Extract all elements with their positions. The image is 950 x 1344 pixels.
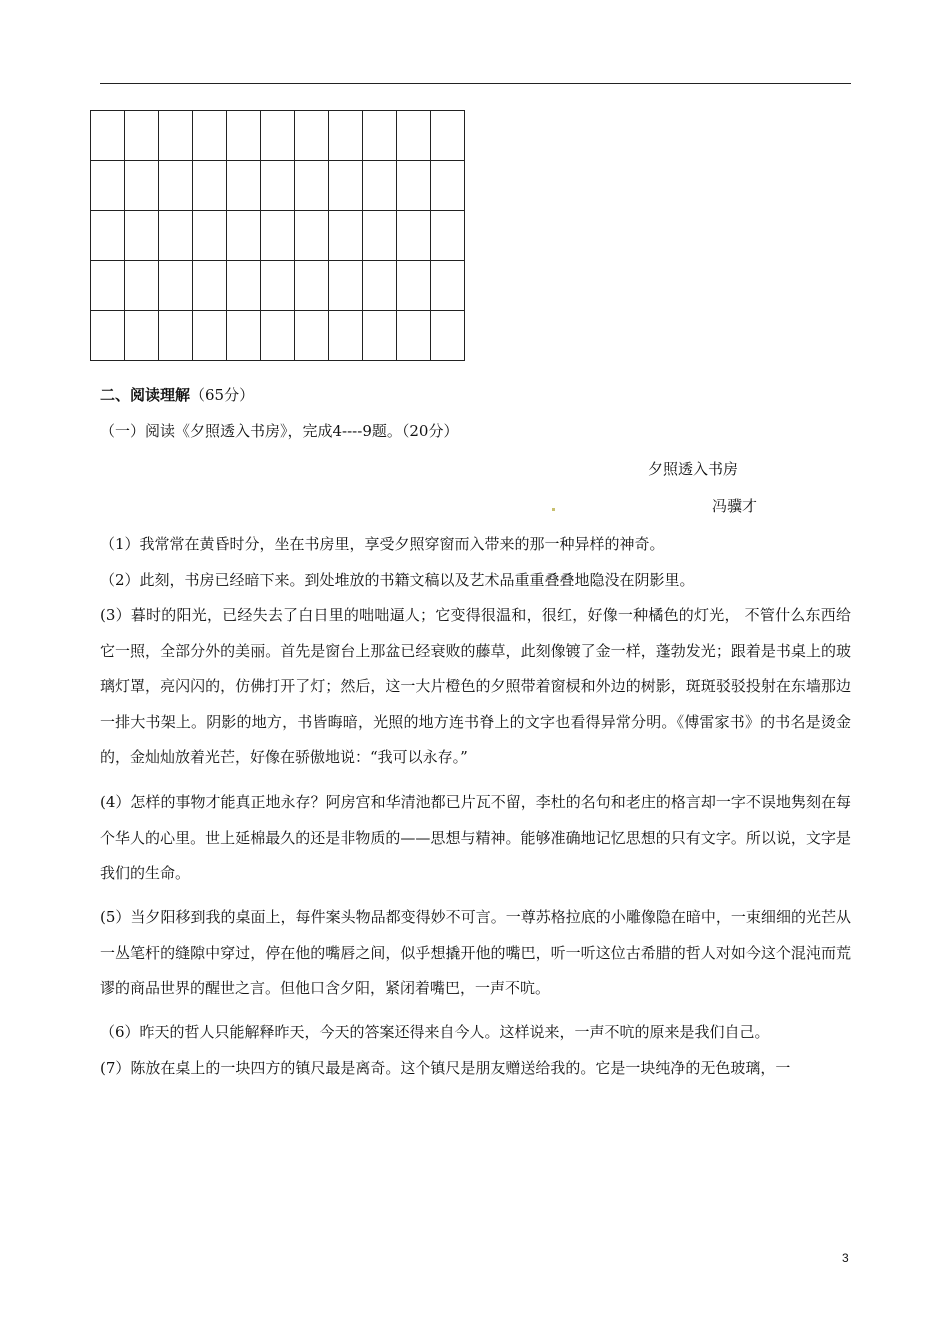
grid-cell bbox=[431, 161, 465, 211]
grid-cell bbox=[295, 111, 329, 161]
paragraph-7: (7）陈放在桌上的一块四方的镇尺最是离奇。这个镇尺是朋友赠送给我的。它是一块纯净的无色玻璃，一 bbox=[100, 1059, 791, 1077]
grid-cell bbox=[295, 311, 329, 361]
grid-cell bbox=[159, 111, 193, 161]
paragraph-3: (3）暮时的阳光，已经失去了白日里的咄咄逼人；它变得很温和，很红，好像一种橘色的灯光， 不管什么东西给它一照，全部分外的美丽。首先是窗台上那盆已经衰败的藤草，此刻像镀了金一样，蓬勃发光；跟着是书桌上的玻璃灯罩，亮闪闪的，仿佛打开了灯；然后，这一大片橙色的夕照带着窗棂和外边的树影，斑斑驳驳投射在东墙那边一排大书架上。阴影的地方，书皆晦暗，光照的地方连书脊上的文字也看得异常分明。《傅雷家书》的书名是烫金的，金灿灿放着光芒，好像在骄傲地说：“我可以永存。” bbox=[100, 606, 851, 766]
paragraph-6: （6）昨天的哲人只能解释昨天，今天的答案还得来自今人。这样说来，一声不吭的原来是我们自己。 bbox=[100, 1023, 770, 1041]
grid-cell bbox=[125, 311, 159, 361]
article-title: 夕照透入书房 bbox=[648, 460, 739, 478]
grid-cell bbox=[295, 161, 329, 211]
grid-cell bbox=[397, 111, 431, 161]
grid-cell bbox=[261, 111, 295, 161]
paragraph-2: （2）此刻，书房已经暗下来。到处堆放的书籍文稿以及艺术品重重叠叠地隐没在阴影里。 bbox=[100, 571, 695, 589]
grid-cell bbox=[227, 161, 261, 211]
grid-cell bbox=[363, 261, 397, 311]
grid-cell bbox=[125, 261, 159, 311]
grid-row bbox=[91, 111, 465, 161]
grid-cell bbox=[91, 111, 125, 161]
section-heading-score: （65分） bbox=[190, 386, 255, 404]
grid-cell bbox=[159, 211, 193, 261]
grid-cell bbox=[125, 111, 159, 161]
grid-cell bbox=[397, 161, 431, 211]
header-rule bbox=[100, 83, 851, 84]
grid-cell bbox=[193, 161, 227, 211]
grid-cell bbox=[125, 161, 159, 211]
grid-cell bbox=[363, 111, 397, 161]
grid-cell bbox=[329, 211, 363, 261]
grid-cell bbox=[363, 311, 397, 361]
grid-cell bbox=[329, 311, 363, 361]
grid-row bbox=[91, 311, 465, 361]
grid-cell bbox=[431, 211, 465, 261]
grid-cell bbox=[91, 161, 125, 211]
grid-cell bbox=[261, 211, 295, 261]
grid-cell bbox=[227, 111, 261, 161]
grid-cell bbox=[125, 211, 159, 261]
page-number: 3 bbox=[842, 1251, 849, 1265]
grid-cell bbox=[295, 211, 329, 261]
section-heading-title: 二、阅读理解 bbox=[100, 386, 191, 404]
grid-cell bbox=[363, 211, 397, 261]
grid-cell bbox=[295, 261, 329, 311]
grid-row bbox=[91, 211, 465, 261]
writing-grid bbox=[90, 110, 465, 361]
grid-cell bbox=[227, 261, 261, 311]
grid-cell bbox=[397, 261, 431, 311]
grid-cell bbox=[159, 311, 193, 361]
grid-cell bbox=[193, 261, 227, 311]
grid-cell bbox=[261, 311, 295, 361]
paragraph-4: (4）怎样的事物才能真正地永存？阿房宫和华清池都已片瓦不留，李杜的名句和老庄的格言却一字不误地隽刻在每个华人的心里。世上延棉最久的还是非物质的——思想与精神。能够准确地记忆思想的只有文字。所以说，文字是我们的生命。 bbox=[100, 793, 851, 882]
grid-cell bbox=[397, 211, 431, 261]
paragraph-1: （1）我常常在黄昏时分，坐在书房里，享受夕照穿窗而入带来的那一种异样的神奇。 bbox=[100, 535, 665, 553]
grid-cell bbox=[193, 211, 227, 261]
grid-cell bbox=[91, 261, 125, 311]
grid-cell bbox=[91, 311, 125, 361]
grid-cell bbox=[193, 111, 227, 161]
grid-row bbox=[91, 261, 465, 311]
grid-cell bbox=[329, 111, 363, 161]
grid-cell bbox=[431, 111, 465, 161]
grid-cell bbox=[329, 261, 363, 311]
grid-cell bbox=[397, 311, 431, 361]
grid-row bbox=[91, 161, 465, 211]
grid-cell bbox=[193, 311, 227, 361]
grid-cell bbox=[431, 311, 465, 361]
grid-cell bbox=[159, 161, 193, 211]
grid-cell bbox=[227, 211, 261, 261]
grid-cell bbox=[91, 211, 125, 261]
grid-cell bbox=[431, 261, 465, 311]
grid-cell bbox=[261, 261, 295, 311]
print-speck bbox=[552, 508, 555, 511]
paragraph-5: (5）当夕阳移到我的桌面上，每件案头物品都变得妙不可言。一尊苏格拉底的小雕像隐在暗中，一束细细的光芒从一丛笔杆的缝隙中穿过，停在他的嘴唇之间，似乎想撬开他的嘴巴，听一听这位古希腊的哲人对如今这个混沌而荒谬的商品世界的醒世之言。但他口含夕阳，紧闭着嘴巴，一声不吭。 bbox=[100, 908, 851, 997]
grid-cell bbox=[329, 161, 363, 211]
grid-cell bbox=[261, 161, 295, 211]
grid-cell bbox=[227, 311, 261, 361]
task-instruction: （一）阅读《夕照透入书房》，完成4----9题。（20分） bbox=[100, 422, 459, 440]
article-author: 冯骥才 bbox=[712, 497, 758, 515]
grid-cell bbox=[159, 261, 193, 311]
section-heading bbox=[100, 385, 254, 405]
grid-cell bbox=[363, 161, 397, 211]
